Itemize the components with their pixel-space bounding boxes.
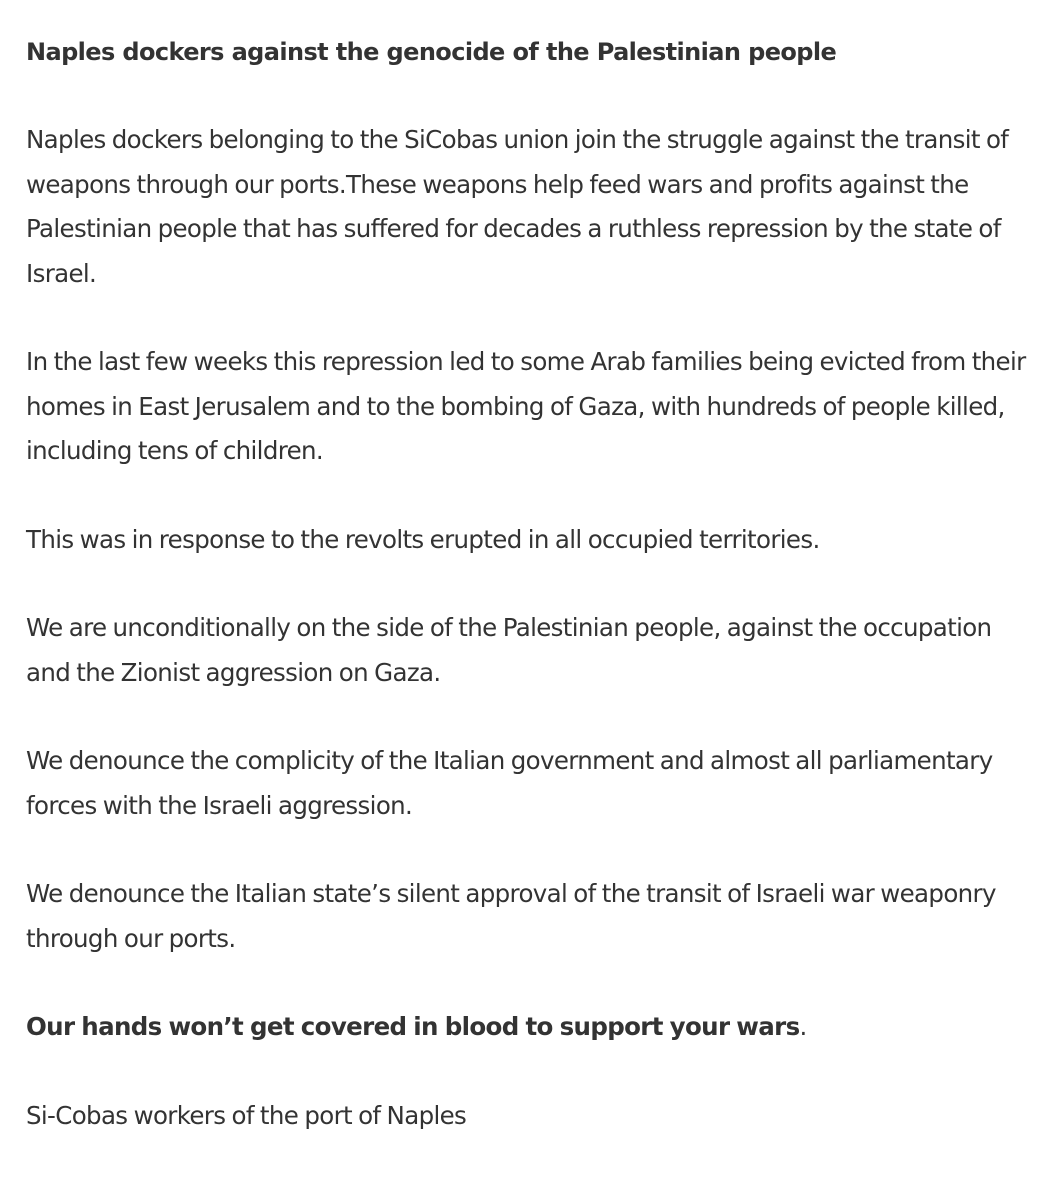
slogan-paragraph [26, 1005, 1036, 1050]
article [26, 30, 1036, 1138]
paragraph-complicity: We denounce the complicity of the Italian government and almost all parliamentary forces with the Israeli aggression. [26, 746, 993, 820]
paragraph-repression: In the last few weeks this repression led to some Arab families being evicted from their homes in East Jerusalem and to the bombing of Gaza, with hundreds of people killed, including tens of children. [26, 347, 1026, 465]
signature: Si-Cobas workers of the port of Naples [26, 1100, 467, 1130]
paragraph-solidarity: We are unconditionally on the side of the Palestinian people, against the occupation and the Zionist aggression on Gaza. [26, 613, 992, 687]
article-title: Naples dockers against the genocide of the Palestinian people [26, 38, 837, 66]
slogan-period: . [799, 1012, 807, 1041]
paragraph-intro: Naples dockers belonging to the SiCobas union join the struggle against the transit of weapons through our ports.These weapons help feed wars and profits against the Palestinian people that has suffered for decades a ruthless repression by the state of Israel. [26, 125, 1009, 288]
paragraph-revolts: This was in response to the revolts erupted in all occupied territories. [26, 524, 820, 554]
paragraph-weapons-transit: We denounce the Italian state’s silent approval of the transit of Israeli war weaponry through our ports. [26, 879, 996, 953]
slogan-text: Our hands won’t get covered in blood to support your wars [26, 1012, 800, 1041]
